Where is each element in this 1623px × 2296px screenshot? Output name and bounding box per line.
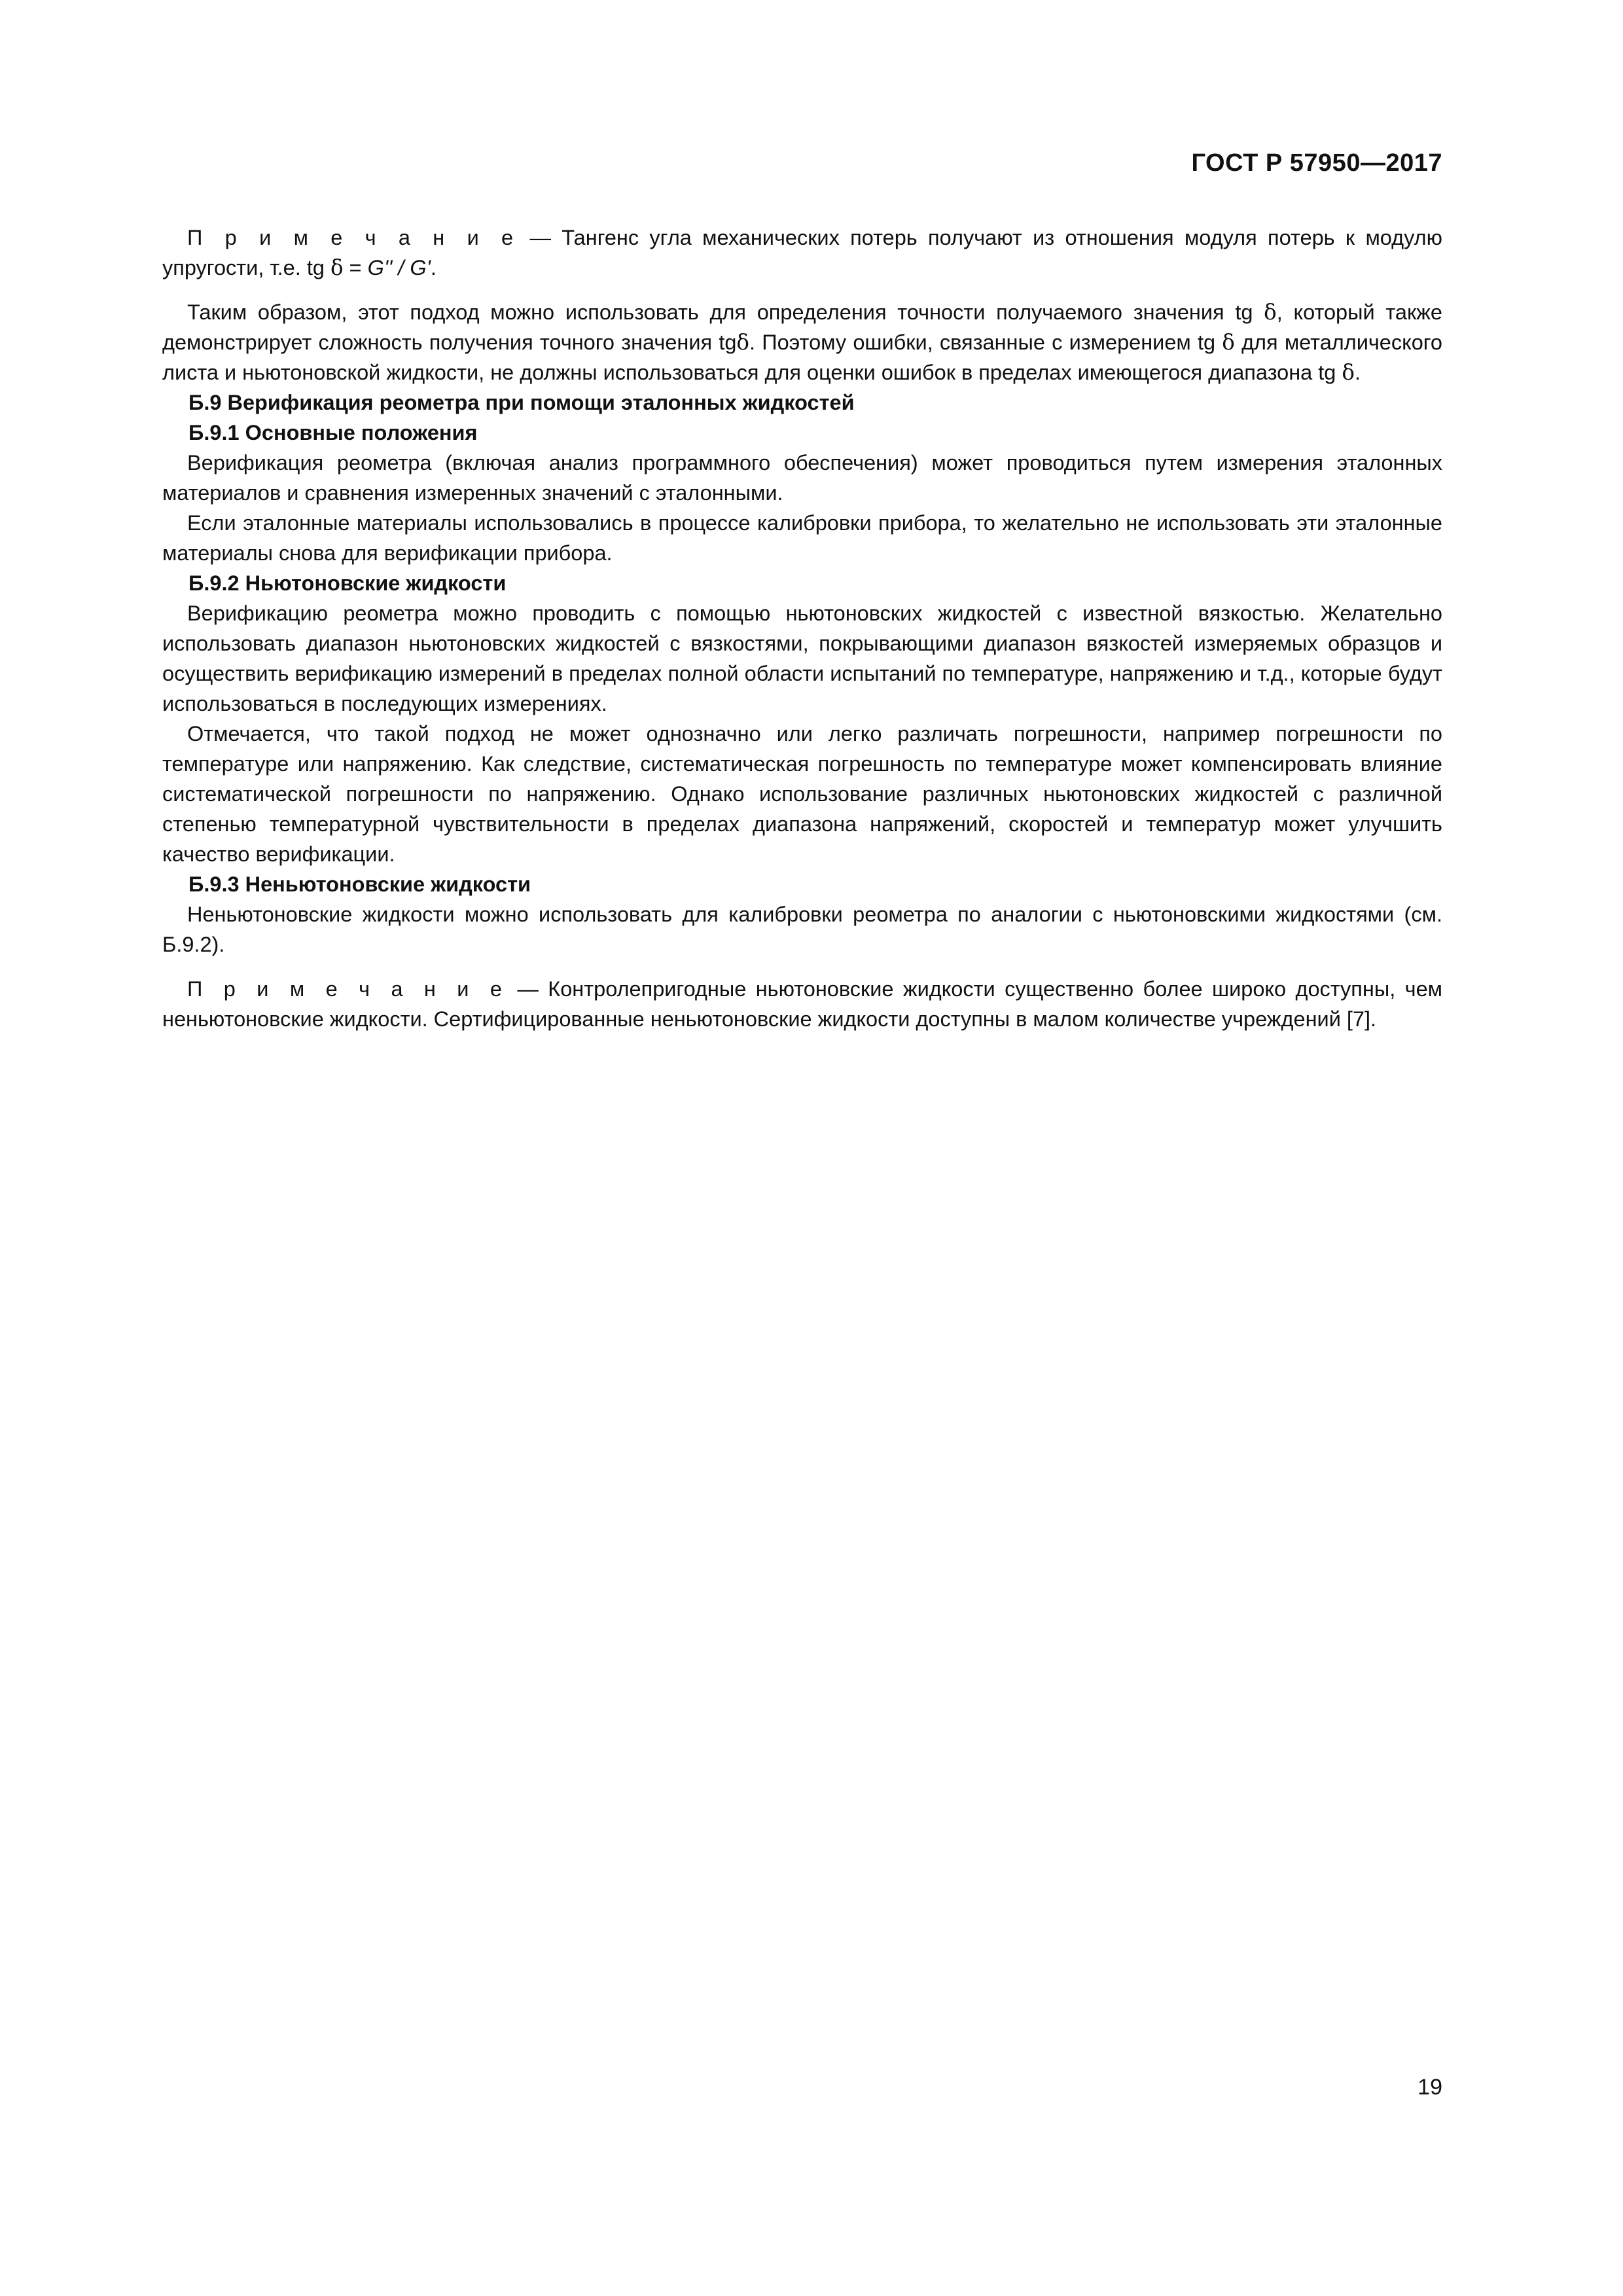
section-heading-b9-3: Б.9.3 Неньютоновские жидкости [188, 872, 531, 896]
delta-symbol: δ [330, 255, 344, 280]
section-heading-b9-1: Б.9.1 Основные положения [188, 421, 478, 444]
paragraph: Отмечается, что такой подход не может однозначно или легко различать погрешности, например погрешности по температуре или напряжению. Как следствие, систематическая погрешность по температуре может компенсировать влияние систематической погрешности по напряжению. Однако использование различных ньютоновских жидкостей с различной степенью температурной чувствительности в пределах диапазона напряжений, скоростей и температур может улучшить качество верификации. [162, 722, 1442, 866]
paragraph: Если эталонные материалы использовались в процессе калибровки прибора, то желательно не использовать эти эталонные материалы снова для верификации прибора. [162, 511, 1442, 565]
section-heading-b9-2: Б.9.2 Ньютоновские жидкости [188, 571, 507, 595]
note-label: П р и м е ч а н и е [187, 977, 508, 1001]
delta-symbol: δ [1342, 360, 1355, 385]
paragraph-text: . Поэтому ошибки, связанные с измерением tg [749, 331, 1222, 354]
paragraph-approach [162, 297, 1442, 387]
paragraph: Неньютоновские жидкости можно использовать для калибровки реометра по аналогии с ньютоновскими жидкостями (см. Б.9.2). [162, 903, 1442, 956]
delta-symbol: δ [1264, 300, 1277, 325]
paragraph-text: . [1354, 361, 1361, 384]
delta-symbol: δ [1222, 330, 1235, 355]
section-heading-b9: Б.9 Верификация реометра при помощи эталонных жидкостей [188, 391, 855, 414]
paragraph: Верификацию реометра можно проводить с помощью ньютоновских жидкостей с известной вязкостью. Желательно использовать диапазон ньютоновских жидкостей с вязкостями, покрывающими диапазон вязкостей измеряемых образцов и осуществить верификацию измерений в пределах полной области испытаний по температуре, напряжению и т.д., которые будут использоваться в последующих измерениях. [162, 601, 1442, 715]
note-text: — Контролепригодные ньютоновские жидкости существенно более широко доступны, чем неньютоновские жидкости. Сертифицированные неньютоновские жидкости доступны в малом количестве учреждений [7]. [162, 977, 1442, 1031]
note-tangent [162, 223, 1442, 283]
paragraph-text: , который также демонстрирует сложность получения точного значения tg [162, 300, 1442, 354]
formula: G'' / G' [367, 256, 431, 279]
note-label: П р и м е ч а н и е [187, 226, 520, 249]
note-reference-fluids [162, 974, 1442, 1034]
document-header: ГОСТ Р 57950—2017 [1191, 149, 1442, 177]
paragraph-text: Таким образом, этот подход можно использовать для определения точности получаемого значения tg [187, 300, 1264, 324]
note-text: — Тангенс угла механических потерь получают из отношения модуля потерь к модулю упругости, т.е. tg [162, 226, 1442, 279]
note-text: . [430, 256, 437, 279]
paragraph-text: для металлического листа и ньютоновской жидкости, не должны использоваться для оценки ошибок в пределах имеющегося диапазона tg [162, 331, 1442, 384]
paragraph: Верификация реометра (включая анализ программного обеспечения) может проводиться путем измерения эталонных материалов и сравнения измеренных значений с эталонными. [162, 451, 1442, 505]
delta-symbol: δ [736, 330, 749, 355]
document-body [162, 223, 1442, 1034]
page-number: 19 [1418, 2075, 1442, 2100]
note-text: = [343, 256, 368, 279]
